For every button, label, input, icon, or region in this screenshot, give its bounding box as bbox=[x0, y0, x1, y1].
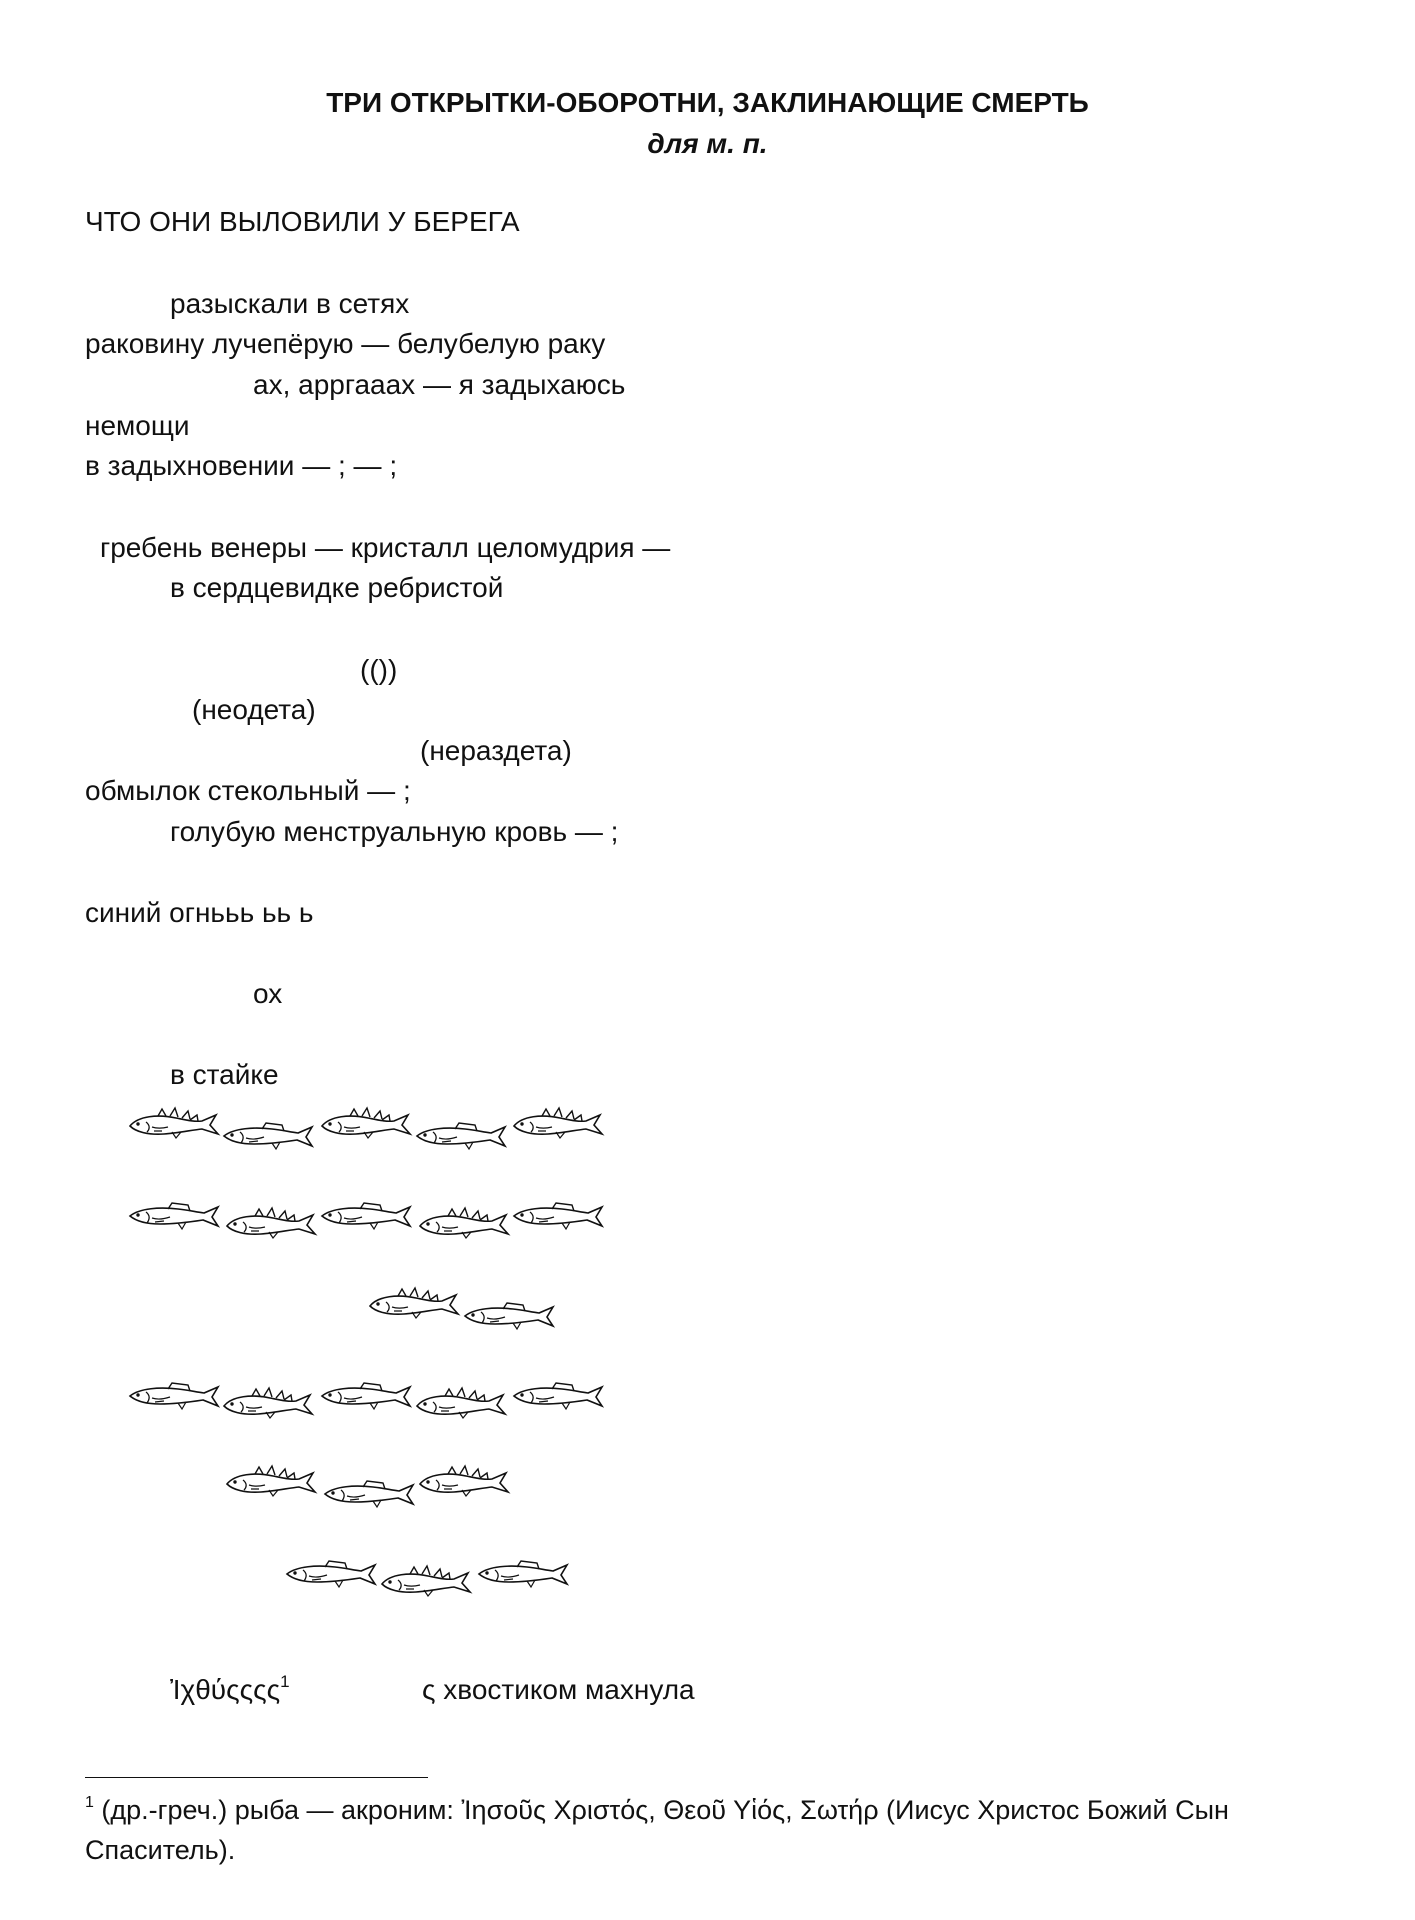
poem-line: (неодета) bbox=[192, 694, 316, 725]
fish-icon bbox=[130, 1203, 218, 1229]
fish-icon bbox=[224, 1388, 312, 1418]
poem-line: голубую менструальную кровь — ; bbox=[170, 816, 619, 847]
fish-icon bbox=[227, 1208, 315, 1238]
final-line-word bbox=[170, 1672, 290, 1708]
poem-line: обмылок стекольный — ; bbox=[85, 775, 411, 806]
fish-icon bbox=[514, 1203, 602, 1229]
fish-icon bbox=[479, 1561, 567, 1587]
fish-icon bbox=[514, 1383, 602, 1409]
fish-icon bbox=[420, 1466, 508, 1496]
fish-icon bbox=[130, 1383, 218, 1409]
poem-line: ох bbox=[253, 978, 283, 1009]
fish-icon bbox=[417, 1123, 505, 1149]
poem-line: (()) bbox=[360, 654, 398, 685]
poem-line: в стайке bbox=[170, 1059, 279, 1090]
ichthys-word: Ἰχθύςςςς bbox=[170, 1674, 281, 1705]
fish-icon bbox=[227, 1466, 315, 1496]
footnote-divider bbox=[85, 1777, 428, 1778]
poem-line: разыскали в сетях bbox=[170, 288, 410, 319]
fish-icon bbox=[514, 1108, 602, 1138]
fish-icon bbox=[322, 1383, 410, 1409]
fish-icon bbox=[224, 1123, 312, 1149]
poem-line: (нераздета) bbox=[420, 735, 572, 766]
fish-icon bbox=[322, 1108, 410, 1138]
footnote bbox=[85, 1790, 1335, 1870]
section-heading: ЧТО ОНИ ВЫЛОВИЛИ У БЕРЕГА bbox=[85, 206, 520, 237]
fish-icon bbox=[465, 1303, 553, 1329]
fish-icon bbox=[417, 1388, 505, 1418]
poem-line: ах, арргааах — я задыхаюсь bbox=[253, 369, 626, 400]
fish-icon bbox=[287, 1561, 375, 1587]
poem-line: в сердцевидке ребристой bbox=[170, 572, 504, 603]
fish-icon bbox=[370, 1288, 458, 1318]
poem-line: в задыхновении — ; — ; bbox=[85, 450, 398, 481]
fish-icon bbox=[420, 1208, 508, 1238]
fish-icon bbox=[325, 1481, 413, 1507]
poem-line: раковину лучепёрую — белубелую раку bbox=[85, 328, 606, 359]
page-subtitle: для м. п. bbox=[647, 128, 768, 159]
fish-icon bbox=[322, 1203, 410, 1229]
poem-line: синий огнььь ьь ь bbox=[85, 897, 314, 928]
footnote-mark: 1 bbox=[85, 1794, 94, 1811]
page-title: ТРИ ОТКРЫТКИ-ОБОРОТНИ, ЗАКЛИНАЮЩИЕ СМЕРТЬ bbox=[326, 87, 1089, 118]
footnote-ref[interactable]: 1 bbox=[280, 1672, 290, 1691]
poem-line: гребень венеры — кристалл целомудрия — bbox=[100, 532, 671, 563]
fish-icon bbox=[130, 1108, 218, 1138]
final-line-tail: ς хвостиком махнула bbox=[422, 1674, 695, 1705]
poem-line: немощи bbox=[85, 410, 190, 441]
footnote-text: (др.-греч.) рыба — акроним: Ἰησοῦς Χριστός, Θεοῦ Υἱός, Σωτήρ (Иисус Христос Божий Сын Спаситель). bbox=[85, 1795, 1229, 1865]
fish-icon bbox=[382, 1566, 470, 1596]
